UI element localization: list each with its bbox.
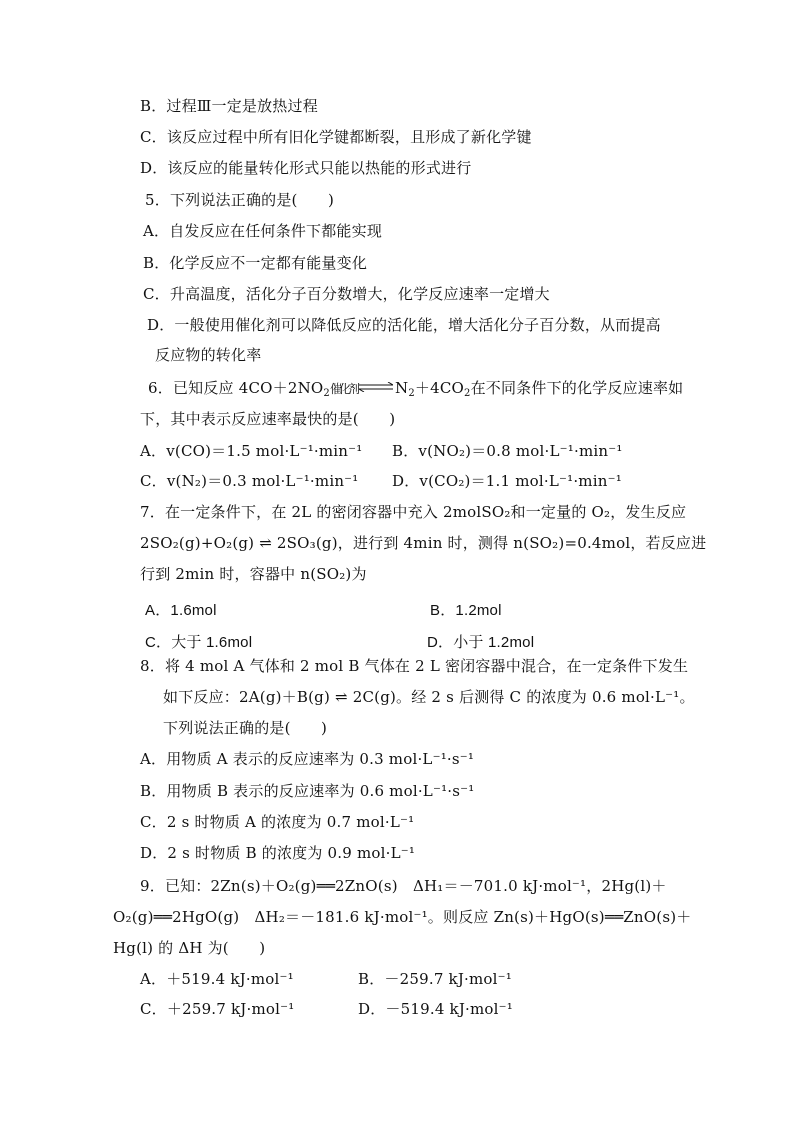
q6-option-d: D．v(CO₂)＝1.1 mol·L⁻¹·min⁻¹ (392, 472, 622, 490)
q7-line3: 行到 2min 时，容器中 n(SO₂)为 (140, 565, 367, 583)
q6-stem-tail: 在不同条件下的化学反应速率如 (470, 379, 684, 397)
q5-option-d-line2: 反应物的转化率 (155, 346, 262, 364)
q7-line1: 7．在一定条件下，在 2L 的密闭容器中充入 2molSO₂和一定量的 O₂，发生反应 (140, 503, 687, 521)
q9-line1: 9．已知：2Zn(s)＋O₂(g)══2ZnO(s) ΔH₁＝－701.0 kJ·mol⁻¹，2Hg(l)＋ (140, 877, 667, 895)
q8-line2: 如下反应：2A(g)＋B(g) ⇌ 2C(g)。经 2 s 后测得 C 的浓度为 0.6 mol·L⁻¹。 (163, 688, 695, 706)
q6-option-b: B．v(NO₂)＝0.8 mol·L⁻¹·min⁻¹ (392, 442, 623, 460)
q8-option-b: B．用物质 B 表示的反应速率为 0.6 mol·L⁻¹·s⁻¹ (140, 782, 475, 800)
q7-option-a: A．1.6mol (145, 602, 217, 619)
reversible-arrow-icon (359, 382, 393, 392)
q9-option-b: B．－259.7 kJ·mol⁻¹ (358, 970, 512, 988)
q8-option-d: D．2 s 时物质 B 的浓度为 0.9 mol·L⁻¹ (140, 844, 416, 862)
q9-line3: Hg(l) 的 ΔH 为( ) (113, 939, 266, 957)
q8-option-c: C．2 s 时物质 A 的浓度为 0.7 mol·L⁻¹ (140, 813, 415, 831)
q4-option-c: C．该反应过程中所有旧化学键都断裂，且形成了新化学键 (140, 128, 532, 146)
q7-option-c: C．大于 1.6mol (145, 634, 253, 651)
q6-stem-arrow-text: 催化剂 (329, 382, 357, 396)
q6-stem-post2: ＋4CO (414, 379, 464, 397)
q4-option-b: B．过程Ⅲ一定是放热过程 (140, 97, 318, 115)
q6-option-a: A．v(CO)＝1.5 mol·L⁻¹·min⁻¹ (140, 442, 363, 460)
q5-stem: 5．下列说法正确的是( ) (145, 191, 335, 209)
q8-line3: 下列说法正确的是( ) (163, 719, 328, 737)
q5-option-b: B．化学反应不一定都有能量变化 (143, 254, 368, 272)
q5-option-c: C．升高温度，活化分子百分数增大，化学反应速率一定增大 (143, 285, 550, 303)
q5-option-a: A．自发反应在任何条件下都能实现 (143, 222, 383, 240)
q6-option-c: C．v(N₂)＝0.3 mol·L⁻¹·min⁻¹ (140, 472, 359, 490)
q5-option-d-line1: D．一般使用催化剂可以降低反应的活化能，增大活化分子百分数，从而提高 (147, 316, 661, 334)
q9-line2: O₂(g)══2HgO(g) ΔH₂＝－181.6 kJ·mol⁻¹。则反应 Zn(s)＋HgO(s)══ZnO(s)＋ (113, 908, 692, 926)
q9-option-d: D．－519.4 kJ·mol⁻¹ (358, 1000, 513, 1018)
q7-option-d: D．小于 1.2mol (427, 634, 535, 651)
q9-option-c: C．＋259.7 kJ·mol⁻¹ (140, 1000, 295, 1018)
q6-stem-line1: 6．已知反应 $4CO+2NO_2$催化剂 $N_2+4CO_2$在不同条件下的化学反应速率如 (148, 379, 684, 399)
q6-stem-post: N (394, 379, 409, 397)
q6-stem-pre: 6．已知反应 4CO＋2NO (148, 379, 324, 397)
q8-line1: 8．将 4 mol A 气体和 2 mol B 气体在 2 L 密闭容器中混合，在一定条件下发生 (140, 657, 689, 675)
q8-option-a: A．用物质 A 表示的反应速率为 0.3 mol·L⁻¹·s⁻¹ (140, 750, 475, 768)
q4-option-d: D．该反应的能量转化形式只能以热能的形式进行 (140, 159, 472, 177)
q7-option-b: B．1.2mol (430, 602, 502, 619)
q7-line2: 2SO₂(g)+O₂(g) ⇌ 2SO₃(g)，进行到 4min 时，测得 n(SO₂)=0.4mol，若反应进 (140, 534, 707, 552)
q6-stem-line2: 下，其中表示反应速率最快的是( ) (140, 410, 396, 428)
q9-option-a: A．＋519.4 kJ·mol⁻¹ (140, 970, 294, 988)
